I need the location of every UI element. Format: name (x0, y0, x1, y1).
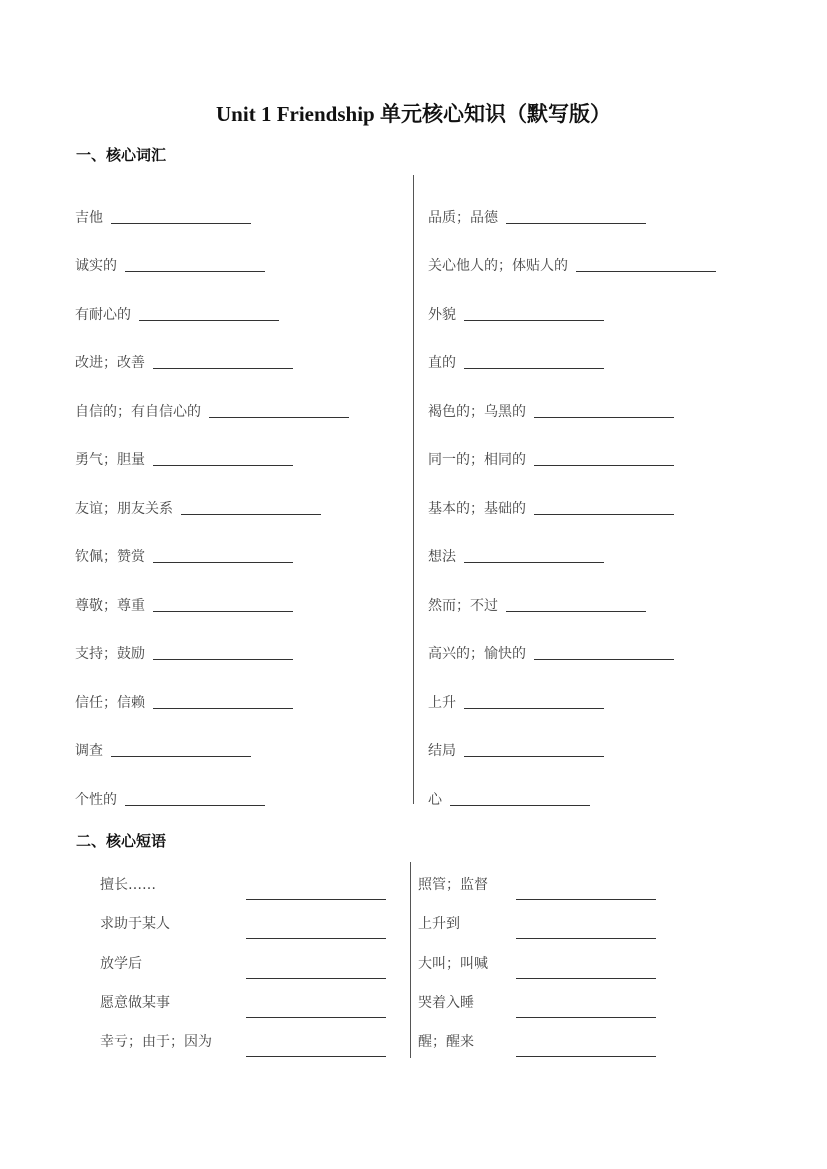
answer-blank[interactable] (464, 561, 604, 563)
phrase-prompt: 求助于某人 (100, 916, 170, 933)
vocab-prompt: 调查 (75, 743, 103, 759)
phrase-prompt: 愿意做某事 (100, 994, 170, 1011)
vocab-item (75, 760, 405, 809)
phrase-item (418, 1023, 668, 1062)
answer-blank[interactable] (139, 319, 279, 321)
vocab-prompt: 高兴的；愉快的 (428, 646, 526, 662)
answer-blank[interactable] (516, 1016, 656, 1018)
vocab-item (75, 178, 405, 227)
answer-blank[interactable] (464, 755, 604, 757)
phrase-item (100, 1023, 390, 1062)
answer-blank[interactable] (111, 755, 251, 757)
answer-blank[interactable] (464, 367, 604, 369)
vocab-prompt: 友谊；朋友关系 (75, 500, 173, 517)
phrase-prompt: 醒；醒来 (418, 1034, 474, 1051)
vocab-item (428, 275, 768, 324)
vocab-item (428, 324, 768, 373)
vocab-item (75, 518, 405, 567)
answer-blank[interactable] (534, 513, 674, 515)
phrase-item (100, 984, 390, 1023)
answer-blank[interactable] (246, 1016, 386, 1018)
answer-blank[interactable] (153, 561, 293, 563)
answer-blank[interactable] (516, 977, 656, 979)
vocab-item (75, 275, 405, 324)
vocab-item (75, 421, 405, 470)
phrase-item (418, 945, 668, 984)
vocab-item (75, 566, 405, 615)
answer-blank[interactable] (516, 898, 656, 900)
phrase-item (418, 866, 668, 905)
phrase-item (418, 984, 668, 1023)
answer-blank[interactable] (534, 464, 674, 466)
answer-blank[interactable] (153, 707, 293, 709)
phrase-prompt: 大叫；叫喊 (418, 955, 488, 972)
vocab-item (75, 372, 405, 421)
vocab-item (75, 324, 405, 373)
vocab-item (75, 227, 405, 276)
answer-blank[interactable] (246, 1055, 386, 1057)
vocab-prompt: 想法 (428, 549, 456, 565)
vocab-item (428, 566, 768, 615)
answer-blank[interactable] (534, 658, 674, 660)
answer-blank[interactable] (153, 610, 293, 612)
phrase-right-column (418, 866, 668, 1062)
vocab-prompt: 基本的；基础的 (428, 500, 526, 517)
phrase-item (418, 905, 668, 944)
answer-blank[interactable] (181, 513, 321, 515)
phrase-item (100, 905, 390, 944)
vocab-item (428, 227, 768, 276)
answer-blank[interactable] (534, 416, 674, 418)
vocab-item (428, 712, 768, 761)
vocab-prompt: 外貌 (428, 306, 456, 323)
vocab-prompt: 同一的；相同的 (428, 452, 526, 468)
vocab-column-divider (413, 175, 414, 804)
answer-blank[interactable] (516, 937, 656, 939)
vocab-prompt: 关心他人的；体贴人的 (428, 258, 568, 274)
phrase-prompt: 哭着入睡 (418, 994, 474, 1011)
vocab-prompt: 心 (428, 791, 442, 808)
vocab-prompt: 勇气；胆量 (75, 452, 145, 468)
answer-blank[interactable] (125, 270, 265, 272)
vocab-prompt: 尊敬；尊重 (75, 597, 145, 614)
vocab-prompt: 吉他 (75, 209, 103, 226)
vocab-left-column (75, 178, 405, 809)
vocab-item (75, 663, 405, 712)
answer-blank[interactable] (246, 977, 386, 979)
phrase-prompt: 幸亏；由于；因为 (100, 1034, 212, 1051)
vocab-section-heading: 一、核心词汇 (76, 146, 167, 164)
phrase-prompt: 照管；监督 (418, 877, 488, 893)
vocab-prompt: 诚实的 (75, 258, 117, 274)
vocab-prompt: 直的 (428, 355, 456, 371)
answer-blank[interactable] (464, 319, 604, 321)
answer-blank[interactable] (153, 464, 293, 466)
phrase-prompt: 放学后 (100, 955, 142, 972)
answer-blank[interactable] (153, 367, 293, 369)
answer-blank[interactable] (111, 222, 251, 224)
answer-blank[interactable] (506, 610, 646, 612)
vocab-item (75, 615, 405, 664)
answer-blank[interactable] (246, 937, 386, 939)
vocab-item (428, 615, 768, 664)
page-title: Unit 1 Friendship 单元核心知识（默写版） (216, 102, 611, 126)
answer-blank[interactable] (576, 270, 716, 272)
answer-blank[interactable] (464, 707, 604, 709)
answer-blank[interactable] (209, 416, 349, 418)
vocab-item (428, 760, 768, 809)
phrase-section-heading: 二、核心短语 (76, 832, 167, 850)
phrase-item (100, 866, 390, 905)
vocab-item (428, 421, 768, 470)
phrase-item (100, 945, 390, 984)
phrase-left-column (100, 866, 390, 1062)
answer-blank[interactable] (246, 898, 386, 900)
answer-blank[interactable] (516, 1055, 656, 1057)
vocab-prompt: 品质；品德 (428, 209, 498, 226)
phrase-prompt: 擅长…… (100, 877, 156, 893)
answer-blank[interactable] (125, 804, 265, 806)
answer-blank[interactable] (506, 222, 646, 224)
vocab-item (75, 469, 405, 518)
phrase-column-divider (410, 862, 411, 1058)
vocab-item (428, 372, 768, 421)
answer-blank[interactable] (153, 658, 293, 660)
phrase-prompt: 上升到 (418, 916, 460, 933)
vocab-prompt: 支持；鼓励 (75, 646, 145, 662)
vocab-prompt: 褐色的；乌黑的 (428, 403, 526, 420)
vocab-prompt: 个性的 (75, 791, 117, 808)
vocab-item (428, 178, 768, 227)
vocab-prompt: 有耐心的 (75, 306, 131, 323)
vocab-prompt: 改进；改善 (75, 355, 145, 371)
vocab-item (428, 469, 768, 518)
vocab-item (428, 518, 768, 567)
vocab-prompt: 信任；信赖 (75, 694, 145, 711)
vocab-item (428, 663, 768, 712)
vocab-prompt: 上升 (428, 694, 456, 711)
answer-blank[interactable] (450, 804, 590, 806)
vocab-prompt: 然而；不过 (428, 597, 498, 614)
vocab-right-column (428, 178, 768, 809)
vocab-prompt: 结局 (428, 743, 456, 759)
vocab-item (75, 712, 405, 761)
vocab-prompt: 自信的；有自信心的 (75, 403, 201, 420)
vocab-prompt: 钦佩；赞赏 (75, 549, 145, 565)
